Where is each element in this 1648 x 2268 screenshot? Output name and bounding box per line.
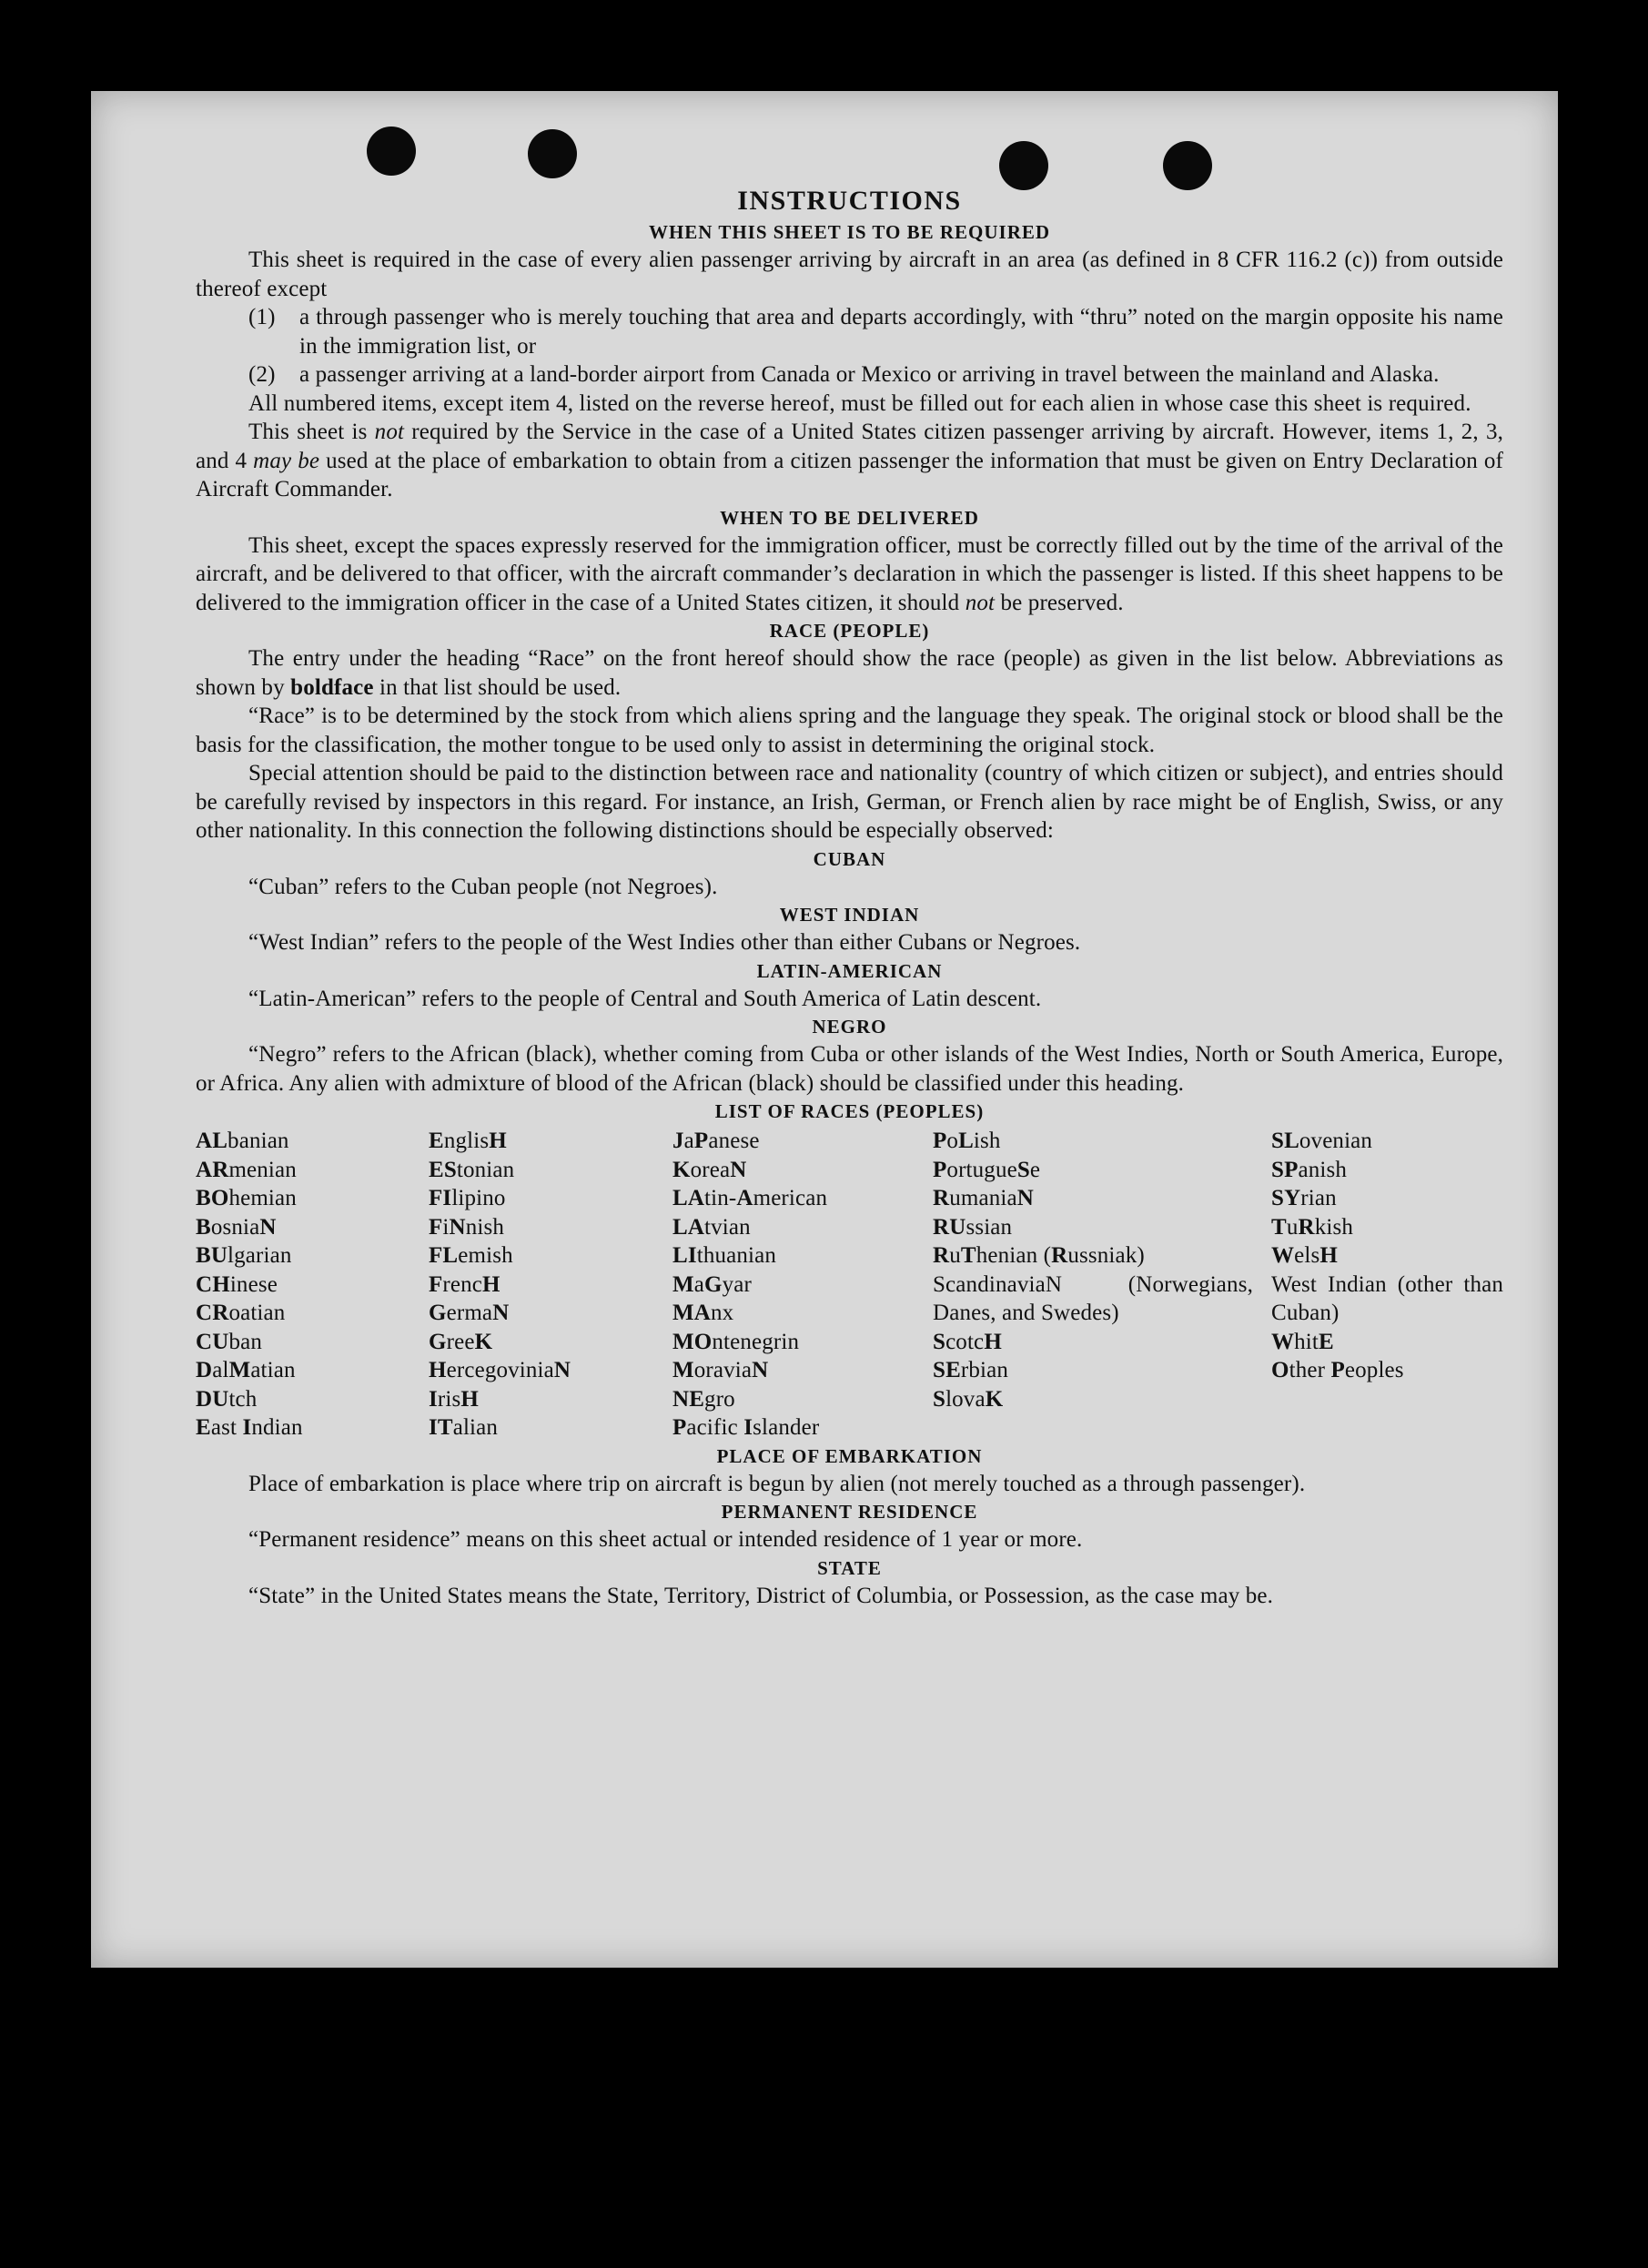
- race-item: FIlipino: [429, 1186, 506, 1210]
- paragraph: Special attention should be paid to the distinction between race and nationality (country of which citizen or subject), and entries should be carefully revised by inspectors in this regard. For instance, an Irish, German, or French alien by race might be of English, Swiss, or any other nationality. In this connection the following distinctions should be especially observed:: [196, 761, 1503, 843]
- race-item: ScotcH: [933, 1329, 1002, 1354]
- race-item: MaGyar: [672, 1271, 752, 1297]
- race-item: LAtin-American: [672, 1186, 828, 1210]
- race-item: ScandinaviaN (Norwegians, Danes, and Swedes): [933, 1271, 1253, 1325]
- paragraph: “West Indian” refers to the people of the West Indies other than either Cubans or Negroes.: [248, 930, 1081, 955]
- race-item: WhitE: [1271, 1329, 1334, 1354]
- race-item: KoreaN: [672, 1157, 747, 1182]
- race-item: PoLish: [933, 1129, 1001, 1153]
- race-item: SYrian: [1271, 1186, 1337, 1210]
- race-item: SLovenian: [1271, 1129, 1373, 1153]
- race-item: FrencH: [429, 1271, 500, 1297]
- section-heading: WHEN THIS SHEET IS TO BE REQUIRED: [648, 221, 1051, 243]
- race-item: MAnx: [672, 1301, 734, 1325]
- item-number: (2): [248, 362, 276, 387]
- race-item: CUban: [196, 1329, 262, 1354]
- race-item: CHinese: [196, 1271, 278, 1297]
- race-item: SPanish: [1271, 1157, 1348, 1182]
- race-item: HercegoviniaN: [429, 1358, 571, 1382]
- race-column: [1271, 1127, 1503, 1443]
- section-heading: PLACE OF EMBARKATION: [716, 1444, 983, 1467]
- race-item: EStonian: [429, 1157, 515, 1182]
- race-item: GreeK: [429, 1329, 493, 1354]
- race-item: East Indian: [196, 1415, 303, 1440]
- race-item: GermaN: [429, 1301, 510, 1325]
- section-heading: WHEN TO BE DELIVERED: [720, 506, 979, 529]
- race-item: SlovaK: [933, 1386, 1004, 1412]
- race-column: [196, 1127, 429, 1443]
- race-item: DalMatian: [196, 1358, 296, 1382]
- race-item: BUlgarian: [196, 1243, 292, 1268]
- race-item: FLemish: [429, 1243, 513, 1268]
- paragraph: “Cuban” refers to the Cuban people (not Negroes).: [248, 874, 718, 899]
- race-item: LIthuanian: [672, 1243, 777, 1268]
- race-item: FiNnish: [429, 1214, 505, 1240]
- paragraph: “Permanent residence” means on this sheet actual or intended residence of 1 year or more.: [248, 1527, 1083, 1552]
- numbered-item: [196, 360, 1503, 390]
- race-item: WelsH: [1271, 1243, 1338, 1268]
- item-text: a passenger arriving at a land-border airport from Canada or Mexico or arriving in travel between the mainland and Alaska.: [299, 362, 1440, 387]
- race-item: ARmenian: [196, 1157, 297, 1182]
- paragraph: Place of embarkation is place where trip on aircraft is begun by alien (not merely touched as a through passenger).: [248, 1471, 1306, 1496]
- paragraph: This sheet is not required by the Service in the case of a United States citizen passenger arriving by aircraft. However, items 1, 2, 3, and 4 may be used at the place of embarkation to obtain from a citizen passenger the information that must be given on Entry Declaration of Aircraft Commander.: [196, 420, 1503, 501]
- race-item: West Indian (other than Cuban): [1271, 1271, 1503, 1325]
- race-item: RumaniaN: [933, 1186, 1034, 1210]
- race-item: JaPanese: [672, 1129, 760, 1153]
- punch-hole: [1163, 141, 1212, 190]
- race-list: [196, 1127, 1503, 1443]
- paragraph: “Negro” refers to the African (black), whether coming from Cuba or other islands of the West Indies, North or South America, Europe, or Africa. Any alien with admixture of blood of the African (black) should be classified under this heading.: [196, 1042, 1503, 1096]
- section-heading: STATE: [817, 1556, 882, 1579]
- race-item: BOhemian: [196, 1186, 297, 1210]
- section-heading: LATIN-AMERICAN: [756, 959, 943, 982]
- race-column: [672, 1127, 933, 1443]
- paragraph: “State” in the United States means the State, Territory, District of Columbia, or Possession, as the case may be.: [248, 1583, 1274, 1608]
- race-item: Pacific Islander: [672, 1415, 820, 1440]
- race-item: PortugueSe: [933, 1157, 1041, 1182]
- paragraph: This sheet, except the spaces expressly reserved for the immigration officer, must be correctly filled out by the time of the arrival of the aircraft, and be delivered to that officer, with the aircraft commander’s declaration in which the passenger is listed. If this sheet happens to be delivered to the immigration officer in the case of a United States citizen, it should not be preserved.: [196, 532, 1503, 615]
- race-item: MoraviaN: [672, 1358, 769, 1382]
- race-item: MOntenegrin: [672, 1329, 800, 1354]
- paragraph: All numbered items, except item 4, listed on the reverse hereof, must be filled out for each alien in whose case this sheet is required.: [248, 390, 1471, 416]
- punch-hole: [528, 129, 577, 178]
- paragraph: “Latin-American” refers to the people of Central and South America of Latin descent.: [248, 986, 1042, 1011]
- race-item: TuRkish: [1271, 1214, 1353, 1240]
- section-heading: PERMANENT RESIDENCE: [721, 1501, 978, 1523]
- paragraph: This sheet is required in the case of every alien passenger arriving by aircraft in an area (as defined in 8 CFR 116.2 (c)) from outside thereof except: [196, 248, 1503, 301]
- race-item: DUtch: [196, 1386, 258, 1412]
- section-heading: CUBAN: [813, 847, 886, 870]
- paragraph: The entry under the heading “Race” on the front hereof should show the race (people) as given in the list below. Abbreviations as shown by boldface in that list should be used.: [196, 646, 1503, 700]
- race-column: [429, 1127, 672, 1443]
- race-column: [933, 1127, 1271, 1443]
- race-item: IrisH: [429, 1386, 479, 1412]
- item-text: a through passenger who is merely touching that area and departs accordingly, with “thru” noted on the margin opposite his name in the immigration list, or: [299, 305, 1503, 359]
- instructions-content: [196, 184, 1503, 1610]
- race-item: BosniaN: [196, 1214, 277, 1240]
- punch-hole: [367, 127, 416, 176]
- race-item: NEgro: [672, 1386, 735, 1412]
- section-heading: WEST INDIAN: [779, 904, 920, 926]
- race-item: ALbanian: [196, 1129, 289, 1153]
- paragraph: “Race” is to be determined by the stock from which aliens spring and the language they speak. The original stock or blood shall be the basis for the classification, the mother tongue to be used only to assist in determining the original stock.: [196, 704, 1503, 757]
- numbered-item: [196, 303, 1503, 360]
- race-item: CRoatian: [196, 1301, 286, 1325]
- punch-hole: [999, 141, 1048, 190]
- section-heading: LIST OF RACES (PEOPLES): [714, 1100, 985, 1122]
- race-item: ITalian: [429, 1415, 499, 1440]
- race-item: EnglisH: [429, 1129, 507, 1153]
- race-item: LAtvian: [672, 1214, 751, 1240]
- race-item: Other Peoples: [1271, 1358, 1404, 1382]
- document-sheet: [91, 91, 1558, 1968]
- race-item: RUssian: [933, 1214, 1013, 1240]
- page-title: INSTRUCTIONS: [737, 186, 962, 216]
- item-number: (1): [248, 305, 276, 329]
- race-item: RuThenian (Russniak): [933, 1243, 1145, 1268]
- race-item: SErbian: [933, 1358, 1009, 1382]
- section-heading: NEGRO: [812, 1016, 887, 1038]
- section-heading: RACE (PEOPLE): [769, 620, 930, 642]
